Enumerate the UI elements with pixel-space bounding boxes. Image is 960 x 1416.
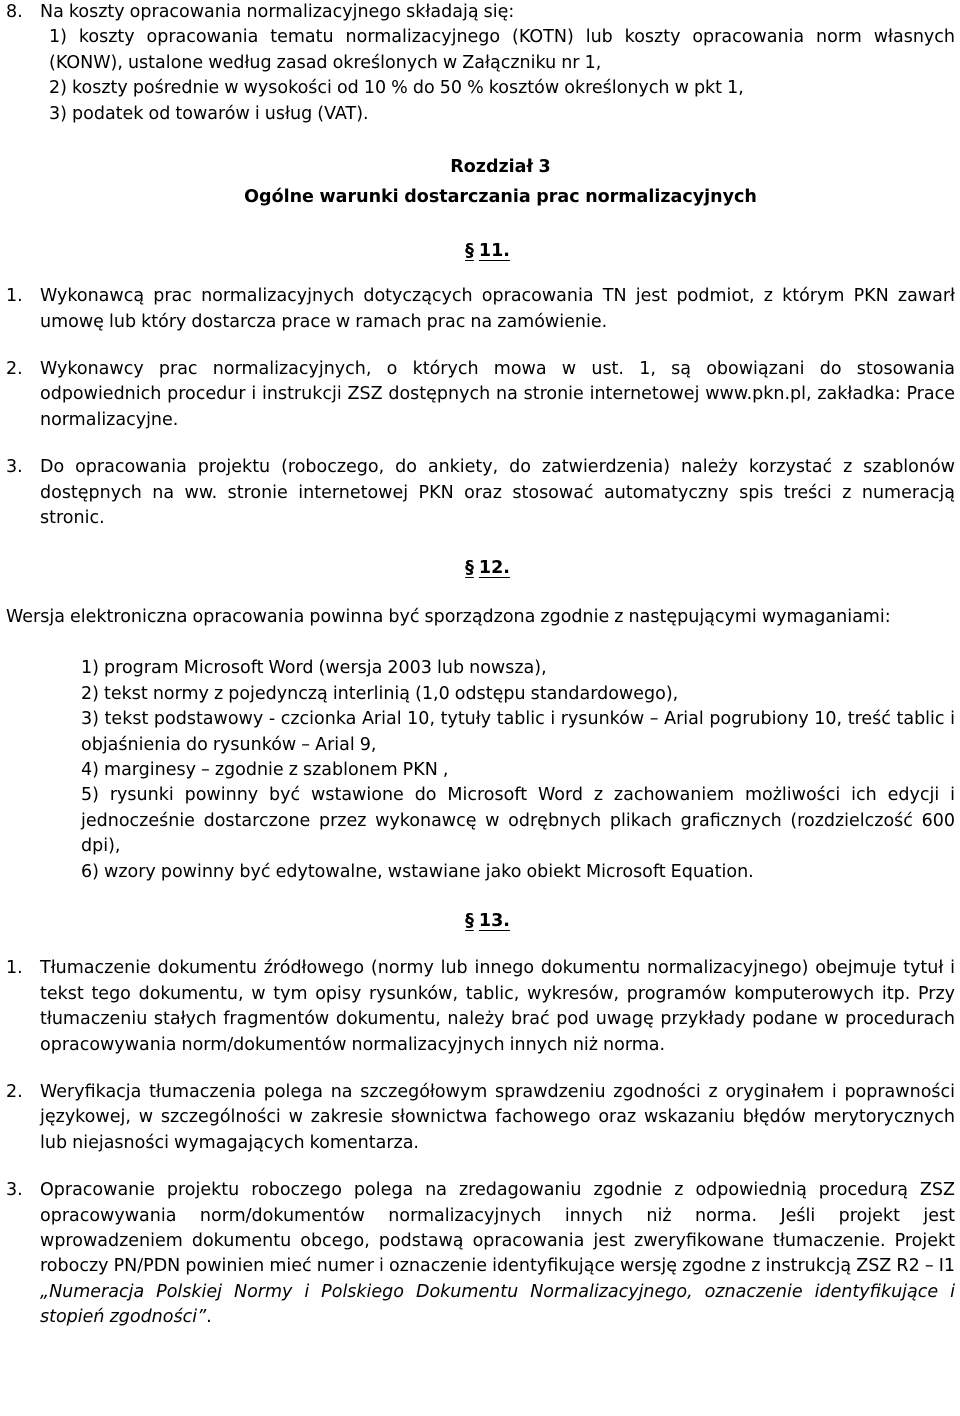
section-11-item-1 [6,284,955,335]
section-mark: § [465,240,474,261]
section-13-item-2 [6,1080,955,1156]
item-text-italic: „Numeracja Polskiej Normy i Polskiego Dokumentu Normalizacyjnego, oznaczenie identyfikujące i stopień zgodności” [40,1281,955,1328]
section-number: 12. [478,557,510,578]
section-13-heading [20,909,955,934]
item-number: 2. [6,1082,23,1102]
list-item: 6) wzory powinny być edytowalne, wstawiane jako obiekt Microsoft Equation. [81,861,754,882]
item-8-line-1: 1) koszty opracowania tematu normalizacyjnego (KOTN) lub koszty opracowania norm własnych (KONW), ustalone według zasad określonych w Załączniku nr 1, [49,27,955,73]
item-text-end: . [206,1307,212,1328]
list-item: 3) tekst podstawowy - czcionka Arial 10, tytuły tablic i rysunków – Arial pogrubiony 10, treść tablic i objaśnienia do rysunków – Arial 9, [81,709,955,755]
section-12-intro: Wersja elektroniczna opracowania powinna być sporządzona zgodnie z następującymi wymaganiami: [6,606,891,627]
section-number: 11. [478,240,510,261]
item-text: Weryfikacja tłumaczenia polega na szczegółowym sprawdzeniu zgodności z oryginałem i poprawności językowej, w szczególności w zakresie słownictwa fachowego oraz wskazaniu błędów merytorycznych lub niejasności wymagających komentarza. [40,1082,955,1153]
item-number: 1. [6,958,23,979]
item-8-line-3: 3) podatek od towarów i usług (VAT). [49,103,369,124]
item-8-line-2: 2) koszty pośrednie w wysokości od 10 % do 50 % kosztów określonych w pkt 1, [49,78,744,99]
item-number: 1. [6,286,23,307]
list-item: 2) tekst normy z pojedynczą interlinią (1,0 odstępu standardowego), [81,683,679,704]
item-text: Do opracowania projektu (roboczego, do ankiety, do zatwierdzenia) należy korzystać z szablonów dostępnych na ww. stronie internetowej PKN oraz stosować automatyczny spis treści z numeracją stronic. [40,457,955,529]
list-item: 4) marginesy – zgodnie z szablonem PKN , [81,759,449,780]
item-number: 3. [6,457,23,478]
section-number: 13. [478,910,510,931]
section-mark: § [465,557,474,578]
list-item: 1) program Microsoft Word (wersja 2003 lub nowsza), [81,658,547,679]
section-13-item-1 [6,956,955,1058]
list-item: 5) rysunki powinny być wstawione do Microsoft Word z zachowaniem możliwości ich edycji i jednocześnie dostarczone przez wykonawcę w odrębnych plikach graficznych (rozdzielczość 600 dpi), [81,785,955,857]
section-11-item-3 [6,455,955,531]
item-text [40,1178,955,1330]
section-12-heading [20,556,955,581]
item-text: Wykonawcy prac normalizacyjnych, o których mowa w ust. 1, są obowiązani do stosowania odpowiednich procedur i instrukcji ZSZ dostępnych na stronie internetowej www.pkn.pl, zakładka: Prace normalizacyjne. [40,359,955,430]
chapter-title: Ogólne warunki dostarczania prac normalizacyjnych [244,187,757,208]
chapter-label: Rozdział 3 [450,157,551,178]
item-text: Tłumaczenie dokumentu źródłowego (normy lub innego dokumentu normalizacyjnego) obejmuje tytuł i tekst tego dokumentu, w tym opisy rysunków, tablic, wykresów, programów komputerowych itp. Przy tłumaczeniu stałych fragmentów dokumentu, należy brać pod uwagę przykłady podane w procedurach opracowywania norm/dokumentów normalizacyjnych innych niż norma. [40,958,955,1055]
item-text-main: Opracowanie projektu roboczego polega na zredagowaniu zgodnie z odpowiednią procedurą ZSZ opracowywania norm/dokumentów normalizacyjnych innych niż norma. Jeśli projekt jest wprowadzeniem dokumentu obcego, podstawą opracowania jest zweryfikowane tłumaczenie. Projekt roboczy PN/PDN powinien mieć numer i oznaczenie identyfikujące wersję zgodne z instrukcją ZSZ R2 – I1 [40,1180,955,1277]
requirements-list [6,656,955,885]
item-number: 3. [6,1180,23,1201]
item-8-intro: Na koszty opracowania normalizacyjnego składają się: [40,2,515,22]
section-13-item-3 [6,1178,955,1330]
item-8 [6,0,955,25]
item-number: 8. [6,2,23,22]
section-11-item-2 [6,357,955,433]
item-number: 2. [6,359,23,380]
section-mark: § [465,910,474,931]
section-11-heading [20,239,955,264]
item-text: Wykonawcą prac normalizacyjnych dotyczących opracowania TN jest podmiot, z którym PKN zawarł umowę lub który dostarcza prace w ramach prac na zamówienie. [40,286,955,332]
